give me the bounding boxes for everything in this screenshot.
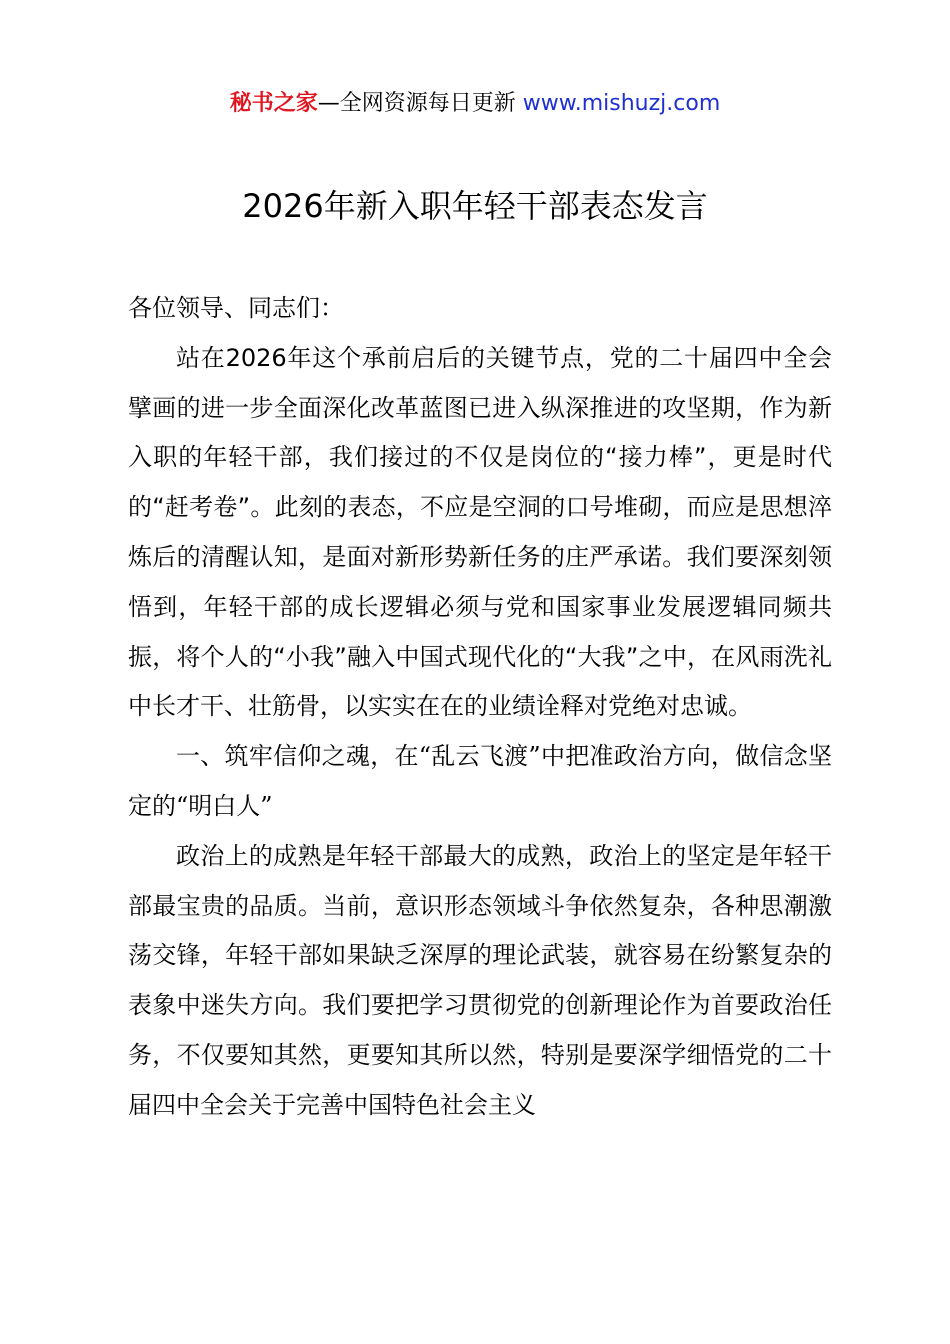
intro-paragraph: 站在2026年这个承前启后的关键节点，党的二十届四中全会擘画的进一步全面深化改革蓝图已进入纵深推进的攻坚期，作为新入职的年轻干部，我们接过的不仅是岗位的“接力棒”，更是时代的“赶考卷”。此刻的表态，不应是空洞的口号堆砌，而应是思想淬炼后的清醒认知，是面对新形势新任务的庄严承诺。我们要深刻领悟到，年轻干部的成长逻辑必须与党和国家事业发展逻辑同频共振，将个人的“小我”融入中国式现代化的“大我”之中，在风雨洗礼中长才干、壮筋骨，以实实在在的业绩诠释对党绝对忠诚。 <box>128 343 832 721</box>
document-title: 2026年新入职年轻干部表态发言 <box>242 187 708 225</box>
section-heading: 一、筑牢信仰之魂，在“乱云飞渡”中把准政治方向，做信念坚定的“明白人” <box>128 742 832 820</box>
header-tagline: —全网资源每日更新 <box>317 91 523 116</box>
salutation: 各位领导、同志们： <box>128 294 344 322</box>
brand-name: 秘书之家 <box>229 91 318 116</box>
site-header <box>0 88 950 120</box>
section-paragraph: 政治上的成熟是年轻干部最大的成熟，政治上的坚定是年轻干部最宝贵的品质。当前，意识形态领域斗争依然复杂，各种思潮激荡交锋，年轻干部如果缺乏深厚的理论武装，就容易在纷繁复杂的表象中迷失方向。我们要把学习贯彻党的创新理论作为首要政治任务，不仅要知其然，更要知其所以然，特别是要深学细悟党的二十届四中全会关于完善中国特色社会主义 <box>128 841 832 1119</box>
document-body <box>128 284 832 1131</box>
site-url-link[interactable]: www.mishuzj.com <box>522 91 721 116</box>
